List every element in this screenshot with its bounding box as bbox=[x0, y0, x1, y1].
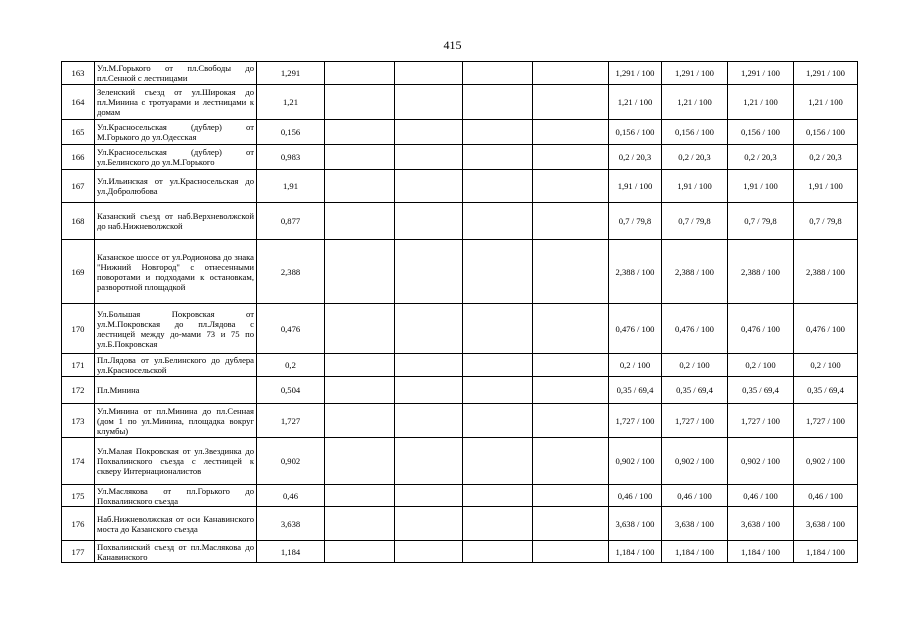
value-cell: 0,2 / 100 bbox=[728, 354, 794, 377]
empty-cell bbox=[325, 354, 395, 377]
road-name-cell: Ул.Красносельская (дублер) от ул.Белинского до ул.М.Горького bbox=[95, 145, 257, 170]
table-row bbox=[62, 377, 858, 404]
value-cell: 0,476 / 100 bbox=[609, 304, 662, 354]
length-cell: 0,504 bbox=[257, 377, 325, 404]
row-number-cell: 177 bbox=[62, 541, 95, 563]
empty-cell bbox=[463, 304, 533, 354]
row-number-cell: 172 bbox=[62, 377, 95, 404]
length-cell: 1,91 bbox=[257, 170, 325, 203]
empty-cell bbox=[533, 304, 609, 354]
value-cell: 1,91 / 100 bbox=[609, 170, 662, 203]
value-cell: 0,2 / 20,3 bbox=[662, 145, 728, 170]
road-name-cell: Ул.Малая Покровская от ул.Звездинка до Похвалинского съезда с лестницей к скверу Интернационалистов bbox=[95, 438, 257, 485]
row-number-cell: 163 bbox=[62, 62, 95, 85]
table-row bbox=[62, 120, 858, 145]
empty-cell bbox=[325, 62, 395, 85]
value-cell: 1,91 / 100 bbox=[662, 170, 728, 203]
empty-cell bbox=[395, 85, 463, 120]
row-number-cell: 167 bbox=[62, 170, 95, 203]
roads-table bbox=[61, 61, 858, 563]
row-number-cell: 171 bbox=[62, 354, 95, 377]
value-cell: 3,638 / 100 bbox=[662, 507, 728, 541]
row-number-cell: 165 bbox=[62, 120, 95, 145]
table-row bbox=[62, 62, 858, 85]
table-row bbox=[62, 240, 858, 304]
row-number-cell: 173 bbox=[62, 404, 95, 438]
empty-cell bbox=[395, 145, 463, 170]
empty-cell bbox=[325, 485, 395, 507]
value-cell: 1,184 / 100 bbox=[609, 541, 662, 563]
length-cell: 1,184 bbox=[257, 541, 325, 563]
value-cell: 0,156 / 100 bbox=[794, 120, 858, 145]
value-cell: 2,388 / 100 bbox=[728, 240, 794, 304]
empty-cell bbox=[325, 438, 395, 485]
row-number-cell: 166 bbox=[62, 145, 95, 170]
road-name-cell: Пл.Лядова от ул.Белинского до дублера ул.Красносельской bbox=[95, 354, 257, 377]
road-name-cell: Ул.Ильинская от ул.Красносельская до ул.Добролюбова bbox=[95, 170, 257, 203]
value-cell: 0,2 / 20,3 bbox=[794, 145, 858, 170]
table-row bbox=[62, 485, 858, 507]
value-cell: 1,21 / 100 bbox=[728, 85, 794, 120]
table-row bbox=[62, 541, 858, 563]
value-cell: 0,2 / 100 bbox=[662, 354, 728, 377]
empty-cell bbox=[325, 203, 395, 240]
empty-cell bbox=[395, 404, 463, 438]
value-cell: 0,156 / 100 bbox=[609, 120, 662, 145]
row-number-cell: 176 bbox=[62, 507, 95, 541]
value-cell: 0,902 / 100 bbox=[662, 438, 728, 485]
value-cell: 0,46 / 100 bbox=[794, 485, 858, 507]
empty-cell bbox=[395, 438, 463, 485]
empty-cell bbox=[325, 170, 395, 203]
row-number-cell: 174 bbox=[62, 438, 95, 485]
empty-cell bbox=[325, 377, 395, 404]
value-cell: 0,902 / 100 bbox=[794, 438, 858, 485]
empty-cell bbox=[533, 170, 609, 203]
empty-cell bbox=[463, 438, 533, 485]
empty-cell bbox=[395, 377, 463, 404]
value-cell: 0,35 / 69,4 bbox=[728, 377, 794, 404]
value-cell: 0,7 / 79,8 bbox=[794, 203, 858, 240]
empty-cell bbox=[463, 377, 533, 404]
length-cell: 0,2 bbox=[257, 354, 325, 377]
value-cell: 0,35 / 69,4 bbox=[794, 377, 858, 404]
empty-cell bbox=[463, 507, 533, 541]
row-number-cell: 169 bbox=[62, 240, 95, 304]
value-cell: 1,21 / 100 bbox=[609, 85, 662, 120]
length-cell: 0,902 bbox=[257, 438, 325, 485]
value-cell: 3,638 / 100 bbox=[794, 507, 858, 541]
empty-cell bbox=[533, 507, 609, 541]
value-cell: 0,902 / 100 bbox=[728, 438, 794, 485]
length-cell: 1,727 bbox=[257, 404, 325, 438]
empty-cell bbox=[325, 145, 395, 170]
value-cell: 0,476 / 100 bbox=[794, 304, 858, 354]
table-row bbox=[62, 304, 858, 354]
road-name-cell: Ул.Минина от пл.Минина до пл.Сенная (дом 1 по ул.Минина, площадка вокруг клумбы) bbox=[95, 404, 257, 438]
value-cell: 1,184 / 100 bbox=[794, 541, 858, 563]
empty-cell bbox=[325, 240, 395, 304]
empty-cell bbox=[325, 85, 395, 120]
empty-cell bbox=[533, 240, 609, 304]
length-cell: 1,291 bbox=[257, 62, 325, 85]
value-cell: 1,727 / 100 bbox=[728, 404, 794, 438]
length-cell: 0,156 bbox=[257, 120, 325, 145]
empty-cell bbox=[325, 507, 395, 541]
empty-cell bbox=[463, 485, 533, 507]
value-cell: 0,7 / 79,8 bbox=[662, 203, 728, 240]
empty-cell bbox=[395, 240, 463, 304]
value-cell: 2,388 / 100 bbox=[662, 240, 728, 304]
value-cell: 0,476 / 100 bbox=[662, 304, 728, 354]
value-cell: 0,476 / 100 bbox=[728, 304, 794, 354]
length-cell: 3,638 bbox=[257, 507, 325, 541]
value-cell: 1,91 / 100 bbox=[794, 170, 858, 203]
table-row bbox=[62, 145, 858, 170]
value-cell: 1,184 / 100 bbox=[728, 541, 794, 563]
value-cell: 0,2 / 20,3 bbox=[728, 145, 794, 170]
value-cell: 2,388 / 100 bbox=[609, 240, 662, 304]
value-cell: 0,902 / 100 bbox=[609, 438, 662, 485]
empty-cell bbox=[533, 354, 609, 377]
table-row bbox=[62, 170, 858, 203]
value-cell: 0,2 / 100 bbox=[794, 354, 858, 377]
road-name-cell: Зеленский съезд от ул.Широкая до пл.Минина с тротуарами и лестницами к домам bbox=[95, 85, 257, 120]
empty-cell bbox=[395, 62, 463, 85]
value-cell: 1,91 / 100 bbox=[728, 170, 794, 203]
value-cell: 1,291 / 100 bbox=[609, 62, 662, 85]
empty-cell bbox=[325, 304, 395, 354]
road-name-cell: Наб.Нижневолжская от оси Канавинского моста до Казанского съезда bbox=[95, 507, 257, 541]
value-cell: 0,35 / 69,4 bbox=[609, 377, 662, 404]
value-cell: 2,388 / 100 bbox=[794, 240, 858, 304]
value-cell: 0,2 / 100 bbox=[609, 354, 662, 377]
road-name-cell: Похвалинский съезд от пл.Маслякова до Канавинского bbox=[95, 541, 257, 563]
empty-cell bbox=[325, 404, 395, 438]
empty-cell bbox=[463, 170, 533, 203]
value-cell: 0,156 / 100 bbox=[728, 120, 794, 145]
table-row bbox=[62, 438, 858, 485]
row-number-cell: 175 bbox=[62, 485, 95, 507]
value-cell: 0,46 / 100 bbox=[662, 485, 728, 507]
value-cell: 0,156 / 100 bbox=[662, 120, 728, 145]
empty-cell bbox=[395, 507, 463, 541]
empty-cell bbox=[463, 120, 533, 145]
empty-cell bbox=[395, 120, 463, 145]
table-row bbox=[62, 507, 858, 541]
value-cell: 1,291 / 100 bbox=[728, 62, 794, 85]
empty-cell bbox=[463, 85, 533, 120]
row-number-cell: 168 bbox=[62, 203, 95, 240]
road-name-cell: Казанский съезд от наб.Верхневолжской до наб.Нижневолжской bbox=[95, 203, 257, 240]
value-cell: 0,35 / 69,4 bbox=[662, 377, 728, 404]
value-cell: 0,7 / 79,8 bbox=[728, 203, 794, 240]
empty-cell bbox=[533, 85, 609, 120]
length-cell: 2,388 bbox=[257, 240, 325, 304]
empty-cell bbox=[533, 438, 609, 485]
empty-cell bbox=[463, 145, 533, 170]
table-row bbox=[62, 85, 858, 120]
value-cell: 1,727 / 100 bbox=[662, 404, 728, 438]
value-cell: 1,184 / 100 bbox=[662, 541, 728, 563]
empty-cell bbox=[533, 404, 609, 438]
value-cell: 1,291 / 100 bbox=[794, 62, 858, 85]
table-row bbox=[62, 354, 858, 377]
empty-cell bbox=[463, 62, 533, 85]
empty-cell bbox=[463, 541, 533, 563]
empty-cell bbox=[533, 485, 609, 507]
empty-cell bbox=[533, 62, 609, 85]
value-cell: 3,638 / 100 bbox=[728, 507, 794, 541]
empty-cell bbox=[533, 377, 609, 404]
empty-cell bbox=[533, 120, 609, 145]
table-row bbox=[62, 203, 858, 240]
value-cell: 1,21 / 100 bbox=[794, 85, 858, 120]
empty-cell bbox=[395, 170, 463, 203]
value-cell: 1,291 / 100 bbox=[662, 62, 728, 85]
length-cell: 0,877 bbox=[257, 203, 325, 240]
empty-cell bbox=[463, 203, 533, 240]
empty-cell bbox=[463, 354, 533, 377]
length-cell: 0,476 bbox=[257, 304, 325, 354]
road-name-cell: Ул.Большая Покровская от ул.М.Покровская до пл.Лядова с лестницей между до-мами 73 и 75 по ул.Б.Покровская bbox=[95, 304, 257, 354]
empty-cell bbox=[395, 203, 463, 240]
empty-cell bbox=[533, 203, 609, 240]
length-cell: 0,983 bbox=[257, 145, 325, 170]
empty-cell bbox=[395, 304, 463, 354]
road-name-cell: Ул.Красносельская (дублер) от М.Горького до ул.Одесская bbox=[95, 120, 257, 145]
value-cell: 1,727 / 100 bbox=[794, 404, 858, 438]
empty-cell bbox=[533, 145, 609, 170]
road-name-cell: Ул.М.Горького от пл.Свободы до пл.Сенной с лестницами bbox=[95, 62, 257, 85]
row-number-cell: 170 bbox=[62, 304, 95, 354]
empty-cell bbox=[463, 240, 533, 304]
length-cell: 0,46 bbox=[257, 485, 325, 507]
value-cell: 0,2 / 20,3 bbox=[609, 145, 662, 170]
empty-cell bbox=[325, 541, 395, 563]
value-cell: 0,46 / 100 bbox=[609, 485, 662, 507]
road-name-cell: Ул.Маслякова от пл.Горького до Похвалинского съезда bbox=[95, 485, 257, 507]
page-number: 415 bbox=[443, 38, 462, 52]
road-name-cell: Казанское шоссе от ул.Родионова до знака "Нижний Новгород" с отнесенными поворотами и подходами к остановкам, разворотной площадкой bbox=[95, 240, 257, 304]
value-cell: 0,7 / 79,8 bbox=[609, 203, 662, 240]
table-row bbox=[62, 404, 858, 438]
empty-cell bbox=[533, 541, 609, 563]
empty-cell bbox=[463, 404, 533, 438]
value-cell: 3,638 / 100 bbox=[609, 507, 662, 541]
value-cell: 1,21 / 100 bbox=[662, 85, 728, 120]
empty-cell bbox=[325, 120, 395, 145]
value-cell: 0,46 / 100 bbox=[728, 485, 794, 507]
empty-cell bbox=[395, 485, 463, 507]
length-cell: 1,21 bbox=[257, 85, 325, 120]
value-cell: 1,727 / 100 bbox=[609, 404, 662, 438]
empty-cell bbox=[395, 354, 463, 377]
road-name-cell: Пл.Минина bbox=[95, 377, 257, 404]
row-number-cell: 164 bbox=[62, 85, 95, 120]
empty-cell bbox=[395, 541, 463, 563]
